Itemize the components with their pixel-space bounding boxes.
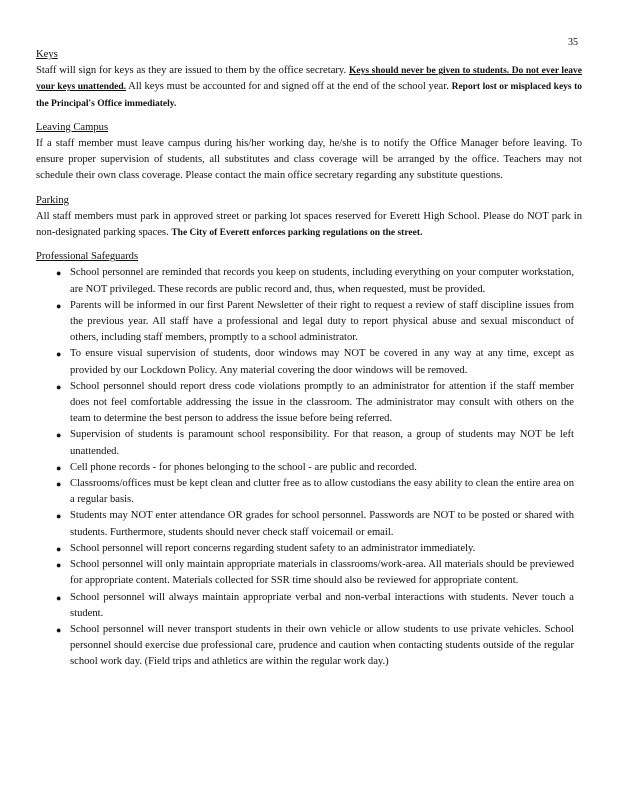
list-item xyxy=(36,298,574,347)
bullet-icon: ● xyxy=(56,268,62,279)
list-item-text: Parents will be informed in our first Parent Newsletter of their right to request a review of staff discipline issues from the previous year. All staff have a professional and legal duty to report physical abuse and sexual misconduct of others, including staff members, promptly to a school administrator. xyxy=(70,299,574,344)
list-item xyxy=(36,265,574,297)
bullet-icon: ● xyxy=(56,381,62,392)
list-item xyxy=(36,622,574,671)
keys-paragraph xyxy=(36,63,582,112)
keys-heading: Keys xyxy=(36,49,58,60)
list-item-text: School personnel are reminded that records you keep on students, including everything on your computer workstation, are NOT privileged. These records are public record and, thus, when requested, must be provided. xyxy=(70,267,574,295)
bullet-icon: ● xyxy=(56,300,62,311)
list-item xyxy=(36,346,574,378)
list-item-text: Classrooms/offices must be kept clean and clutter free as to allow custodians the easy ability to clean the entire area on a regular basis. xyxy=(70,478,575,506)
list-item-text: To ensure visual supervision of students, door windows may NOT be covered in any way at any time, except as provided by our Lockdown Policy. Any material covering the door windows will be removed. xyxy=(70,348,574,376)
list-item xyxy=(36,460,574,476)
list-item-text: School personnel should report dress code violations promptly to an administrator for attention if the staff member does not feel comfortable addressing the issue in the classroom. The administrator may consult with others on the team to determine the best person to address the issue before being referred. xyxy=(70,380,574,425)
list-item-text: Cell phone records - for phones belonging to the school - are public and recorded. xyxy=(70,461,417,473)
list-item-text: Supervision of students is paramount school responsibility. For that reason, a group of students may NOT be left unattended. xyxy=(70,429,574,457)
keys-warning: Keys should never be given to students. Do not ever leave your keys unattended. xyxy=(36,66,583,93)
leaving-campus-section xyxy=(36,120,582,185)
bullet-icon: ● xyxy=(56,624,62,635)
keys-section xyxy=(36,47,582,112)
professional-safeguards-section xyxy=(36,249,582,670)
list-item-text: School personnel will only maintain appropriate materials in classrooms/work-area. All materials should be previewed for appropriate content. Materials collected for SSR time should also be reviewed for appropriate content. xyxy=(70,559,574,587)
bullet-icon: ● xyxy=(56,560,62,571)
bullet-icon: ● xyxy=(56,592,62,603)
page-number: 35 xyxy=(568,37,578,48)
list-item xyxy=(36,508,574,540)
parking-heading: Parking xyxy=(36,194,69,206)
bullet-icon: ● xyxy=(56,430,62,441)
leaving-campus-heading: Leaving Campus xyxy=(36,121,109,133)
list-item-text: School personnel will never transport students in their own vehicle or allow students to use private vehicles. School personnel should exercise due professional care, prudence and caution when contacting students outside of the regular school work day. (Field trips and athletics are within the regular work day.) xyxy=(70,623,574,668)
parking-paragraph xyxy=(36,209,582,241)
bullet-icon: ● xyxy=(56,511,62,522)
list-item-text: Students may NOT enter attendance OR grades for school personnel. Passwords are NOT to be posted or shared with students. Furthermore, students should never check staff voicemail or email. xyxy=(70,510,574,538)
safeguards-list xyxy=(36,265,582,670)
document-page xyxy=(36,47,582,671)
parking-section xyxy=(36,193,582,242)
bullet-icon: ● xyxy=(56,543,62,554)
keys-report-note: Report lost or misplaced keys to the Principal's Office immediately. xyxy=(36,82,582,109)
list-item-text: School personnel will always maintain appropriate verbal and non-verbal interactions with students. Never touch a student. xyxy=(70,591,574,619)
parking-text: All staff members must park in approved street or parking lot spaces reserved for Everett High School. Please do NOT park in non-designated parking spaces. xyxy=(36,210,582,239)
bullet-icon: ● xyxy=(56,462,62,473)
list-item-text: School personnel will report concerns regarding student safety to an administrator immediately. xyxy=(70,542,476,554)
list-item xyxy=(36,557,574,589)
list-item xyxy=(36,541,574,557)
leaving-campus-paragraph: If a staff member must leave campus during his/her working day, he/she is to notify the Office Manager before leaving. To ensure proper supervision of students, all substitutes and class coverage will be arranged by the office. Teachers may not schedule their own class coverage. Please contact the main office secretary regarding any substitute questions. xyxy=(36,138,582,182)
professional-safeguards-heading: Professional Safeguards xyxy=(36,251,139,263)
parking-city-note: The City of Everett enforces parking regulations on the street. xyxy=(171,228,423,239)
keys-text-1: Staff will sign for keys as they are issued to them by the office secretary. xyxy=(36,65,347,77)
list-item xyxy=(36,379,574,428)
list-item xyxy=(36,427,574,459)
keys-text-2: All keys must be accounted for and signed off at the end of the school year. xyxy=(128,81,449,93)
list-item xyxy=(36,476,574,508)
bullet-icon: ● xyxy=(56,479,62,490)
list-item xyxy=(36,590,574,622)
bullet-icon: ● xyxy=(56,349,62,360)
